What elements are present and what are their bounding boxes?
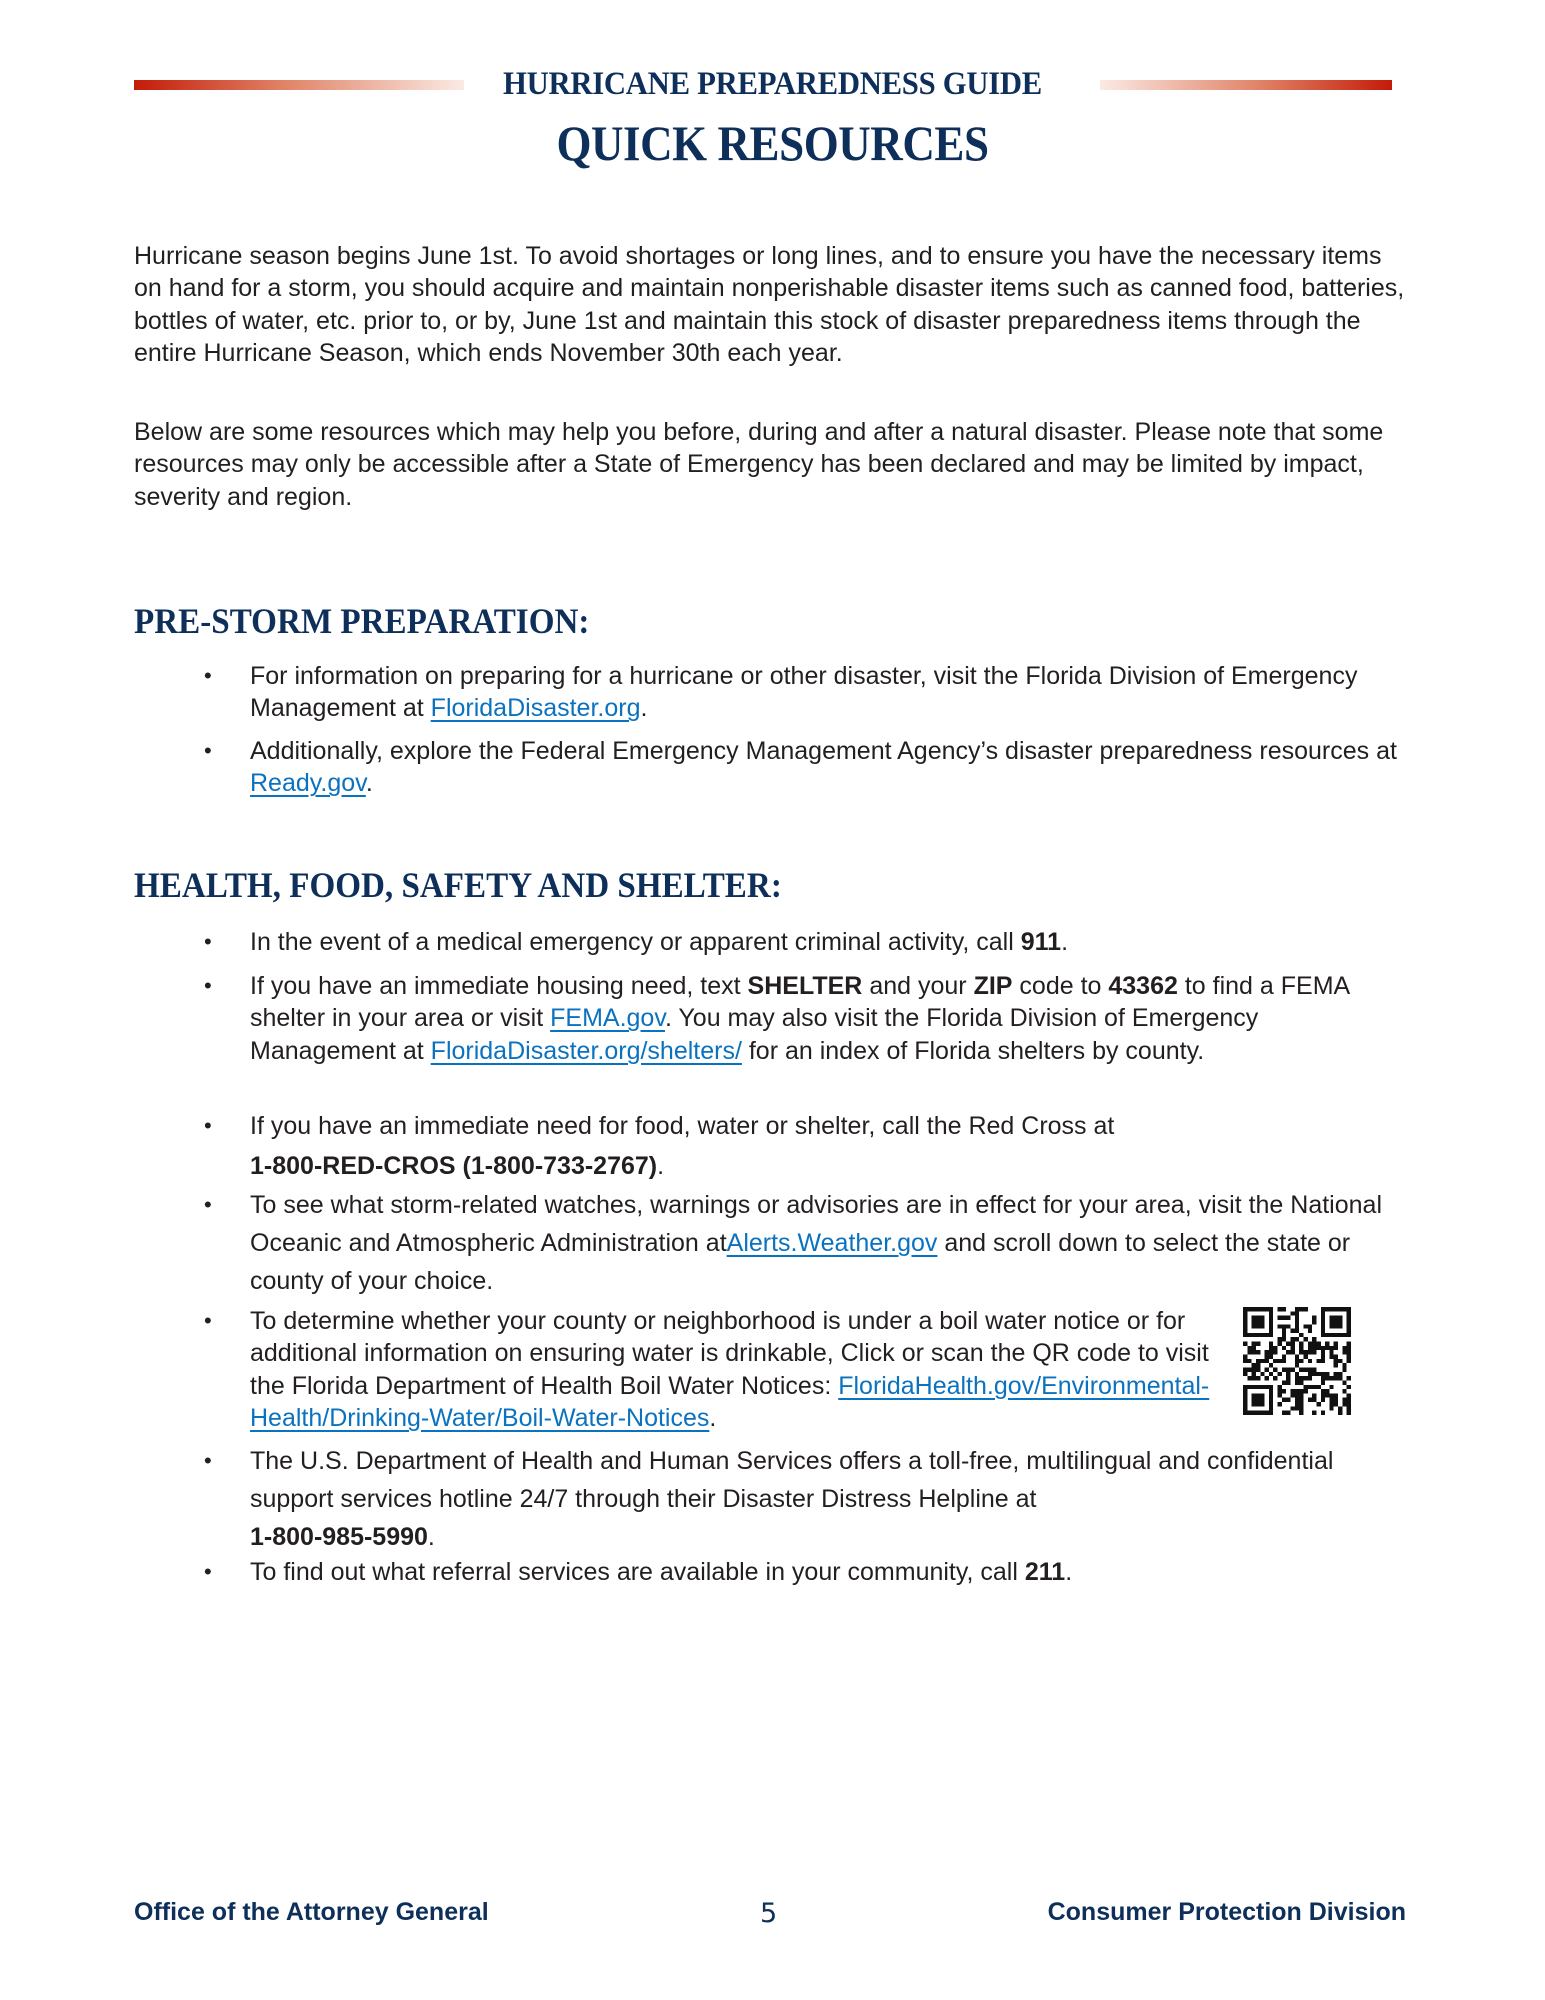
list-item: • In the event of a medical emergency or apparent criminal activity, call 911. — [250, 926, 1410, 958]
footer-office: Office of the Attorney General — [134, 1898, 489, 1926]
list-item: • The U.S. Department of Health and Human Services offers a toll-free, multilingual and confidential support services hotline 24/7 through their Disaster Distress Helpline at 1-800-985-5990. — [250, 1442, 1365, 1556]
page-title: QUICK RESOURCES — [556, 115, 989, 171]
shelter-text-number: 43362 — [1108, 972, 1178, 1000]
list-item: • If you have an immediate housing need, text SHELTER and your ZIP code to 43362 to find a FEMA shelter in your area or visit FEMA.gov. You may also visit the Florida Division of Emergency Management at FloridaDisaster.org/shelters/ for an index of Florida shelters by county. — [204, 972, 1349, 1065]
bullet-icon: • — [204, 929, 212, 954]
section-heading-health: HEALTH, FOOD, SAFETY AND SHELTER: — [134, 865, 782, 905]
bullet-icon: • — [204, 973, 212, 998]
list-item: • If you have an immediate need for food, water or shelter, call the Red Cross at 1-800-RED-CROS (1-800-733-2767). — [250, 1106, 1410, 1186]
list-item: • Additionally, explore the Federal Emergency Management Agency’s disaster preparedness resources at Ready.gov. — [204, 737, 1397, 798]
bullet-icon: • — [204, 738, 212, 763]
bullet-icon: • — [204, 1308, 212, 1333]
bullet-icon: • — [204, 1192, 212, 1217]
page-number: 5 — [760, 1898, 778, 1929]
link-floridahealth-boil-water[interactable]: FloridaHealth.gov/Environmental-Health/Drinking-Water/Boil-Water-Notices — [250, 1371, 1210, 1433]
guide-title: HURRICANE PREPAREDNESS GUIDE — [503, 66, 1042, 102]
emergency-number: 911 — [1020, 928, 1062, 956]
list-item: • To determine whether your county or neighborhood is under a boil water notice or for additional information on ensuring water is drinkable, Click or scan the QR code to visit the Florida Department of Health Boil Water Notices: FloridaHealth.gov/Environmental-Health/Drinking-Water/Boil-Water-Notices. — [204, 1307, 1210, 1433]
intro-paragraph-2: Below are some resources which may help you before, during and after a natural disaster. Please note that some resources may only be accessible after a State of Emergency has been declared and may be limited by impact, severity and region. — [134, 418, 1384, 511]
bullet-icon: • — [204, 1448, 212, 1473]
link-floridadisaster-shelters[interactable]: FloridaDisaster.org/shelters/ — [430, 1036, 742, 1065]
list-item: • To find out what referral services are available in your community, call 211. — [250, 1556, 1410, 1588]
list-item: • To see what storm-related watches, warnings or advisories are in effect for your area, visit the National Oceanic and Atmospheric Administration atAlerts.Weather.gov and scroll down to select the state or county of your choice. — [250, 1186, 1410, 1300]
red-cross-number: 1-800-RED-CROS (1-800-733-2767) — [250, 1152, 658, 1180]
list-item: • For information on preparing for a hurricane or other disaster, visit the Florida Division of Emergency Management at FloridaDisaster.org. — [204, 662, 1358, 723]
link-alerts-weather-gov[interactable]: Alerts.Weather.gov — [726, 1229, 938, 1257]
link-fema-gov[interactable]: FEMA.gov — [550, 1004, 665, 1033]
bullet-icon: • — [204, 1113, 212, 1138]
bullet-icon: • — [204, 663, 212, 688]
qr-code-icon[interactable] — [1243, 1307, 1351, 1415]
link-floridadisaster[interactable]: FloridaDisaster.org — [430, 694, 641, 723]
bullet-icon: • — [204, 1559, 212, 1584]
distress-helpline-number: 1-800-985-5990 — [250, 1523, 428, 1551]
link-ready-gov[interactable]: Ready.gov — [250, 769, 366, 798]
intro-paragraph-1: Hurricane season begins June 1st. To avoid shortages or long lines, and to ensure you have the necessary items on hand for a storm, you should acquire and maintain nonperishable disaster items such as canned food, batteries, bottles of water, etc. prior to, or by, June 1st and maintain this stock of disaster preparedness items through the entire Hurricane Season, which ends November 30th each year. — [134, 242, 1405, 368]
referral-number: 211 — [1024, 1558, 1066, 1586]
footer-division: Consumer Protection Division — [1047, 1898, 1406, 1926]
section-heading-prestorm: PRE-STORM PREPARATION: — [134, 601, 590, 641]
